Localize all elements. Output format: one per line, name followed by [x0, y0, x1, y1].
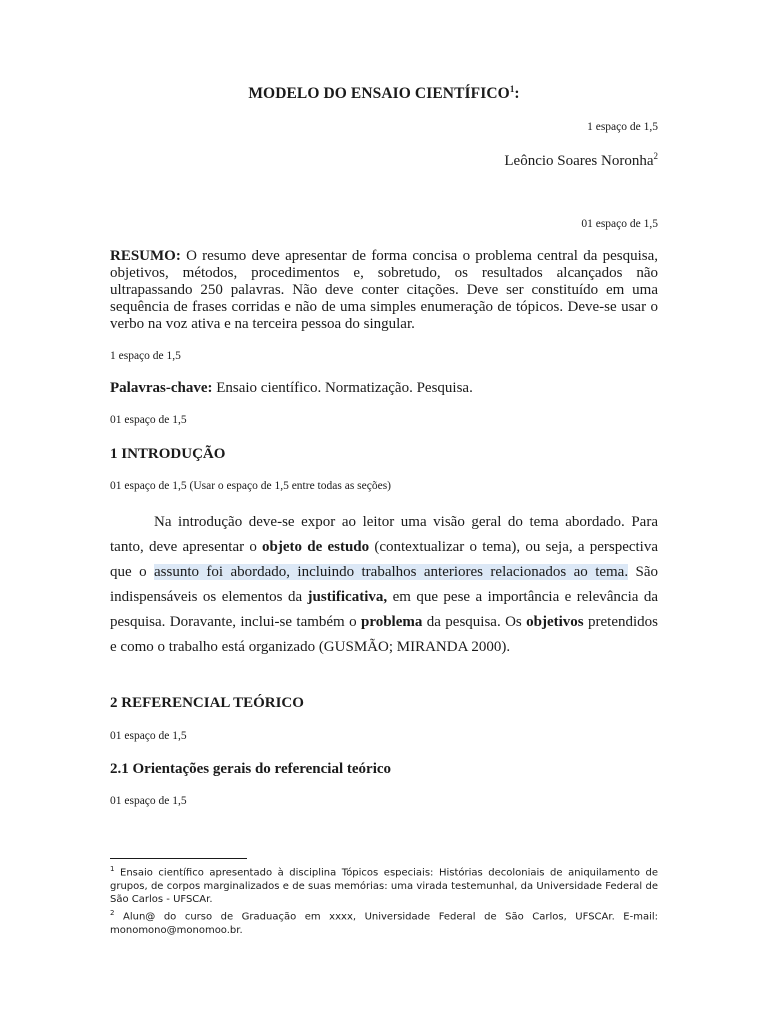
spacing-note-author: 01 espaço de 1,5 [581, 218, 658, 230]
intro-text-5: da pesquisa. Os [422, 614, 527, 630]
section-heading-introducao: 1 INTRODUÇÃO [110, 446, 226, 462]
footnote-1-text: Ensaio científico apresentado à disciplina Tópicos especiais: Histórias decoloniais de aniquilamento de grupos, de corpos marginalizados e de suas memórias: uma virada testemunhal, da Universidade Federal de São Carlos - UFSCAr. [110, 867, 658, 906]
intro-text-6: pretendidos e como o trabalho está organizado (GUSMÃO; MIRANDA 2000). [110, 614, 658, 655]
intro-text-4: em que pese a importância e relevância da pesquisa. Doravante, inclui-se também o [110, 589, 658, 630]
title-text: MODELO DO ENSAIO CIENTÍFICO [248, 85, 510, 103]
footnote-2-mark: 2 [110, 908, 115, 917]
footnote-2-text: Alun@ do curso de Graduação em xxxx, Universidade Federal de São Carlos, UFSCAr. E-mail: monomono@monomoo.br. [110, 911, 658, 936]
document-title [110, 84, 658, 103]
author-name [504, 151, 658, 170]
abstract-paragraph [110, 248, 658, 333]
author-footnote-mark[interactable]: 2 [653, 151, 658, 161]
intro-text-1: Na introdução deve-se expor ao leitor uma visão geral do tema abordado. Para tanto, deve apresentar o [110, 514, 658, 555]
intro-text-3: São indispensáveis os elementos da [110, 564, 658, 605]
spacing-note-title: 1 espaço de 1,5 [587, 121, 658, 133]
intro-bold-problema: problema [360, 614, 423, 630]
abstract-label: RESUMO: [110, 248, 181, 264]
subsection-heading-orientacoes: 2.1 Orientações gerais do referencial teórico [110, 761, 392, 777]
keywords-text: Ensaio científico. Normatização. Pesquisa. [216, 380, 473, 396]
intro-bold-justificativa: justificativa, [307, 589, 388, 605]
keywords-line [110, 380, 473, 397]
footnotes-block [110, 863, 658, 937]
author-text: Leôncio Soares Noronha [504, 153, 654, 169]
spacing-note-intro: 01 espaço de 1,5 (Usar o espaço de 1,5 entre todas as seções) [110, 480, 392, 492]
spacing-note-ref-1: 01 espaço de 1,5 [110, 730, 187, 742]
intro-highlighted-text[interactable]: assunto foi abordado, incluindo trabalhos anteriores relacionados ao tema. [153, 564, 629, 580]
title-suffix: : [514, 85, 520, 103]
title-footnote-mark[interactable]: 1 [509, 84, 515, 94]
spacing-note-keywords: 01 espaço de 1,5 [110, 414, 187, 426]
intro-bold-objetivos: objetivos [526, 614, 584, 630]
spacing-note-ref-2: 01 espaço de 1,5 [110, 795, 187, 807]
spacing-note-abstract: 1 espaço de 1,5 [110, 350, 181, 362]
intro-paragraph [110, 510, 658, 660]
footnote-separator [110, 858, 247, 859]
section-heading-referencial: 2 REFERENCIAL TEÓRICO [110, 695, 304, 711]
footnote-1 [110, 863, 658, 907]
footnote-1-mark: 1 [110, 865, 115, 873]
intro-bold-objeto: objeto de estudo [262, 539, 370, 555]
abstract-text: O resumo deve apresentar de forma concisa o problema central da pesquisa, objetivos, métodos, procedimentos e, sobretudo, os resultados alcançados não ultrapassando 250 palavras. Não deve conter citações. Deve ser constituído em uma sequência de frases corridas e não de uma simples enumeração de tópicos. Deve-se usar o verbo na voz ativa e na terceira pessoa do singular. [110, 248, 658, 332]
intro-text-2: (contextualizar o tema), ou seja, a perspectiva que o [110, 539, 659, 580]
keywords-label: Palavras-chave: [110, 380, 213, 396]
footnote-2 [110, 907, 658, 937]
